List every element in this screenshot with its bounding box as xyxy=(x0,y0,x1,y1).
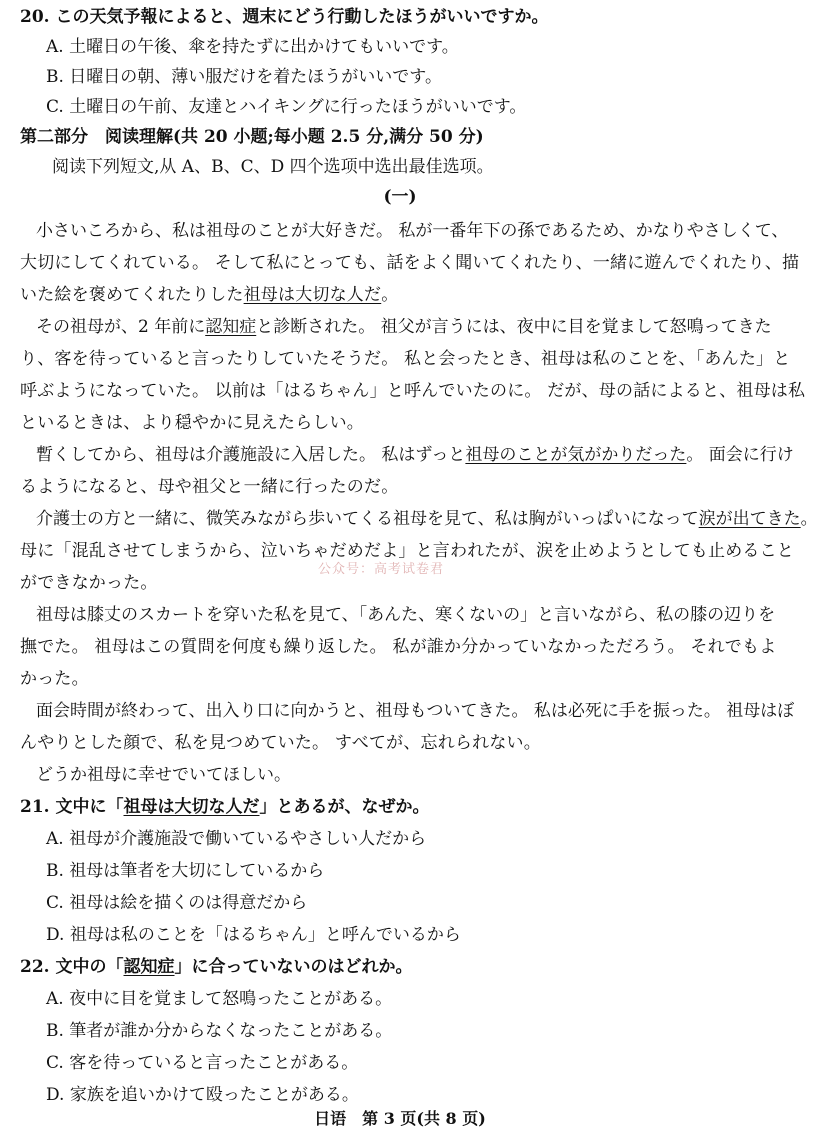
underlined-phrase: 祖母は大切な人だ xyxy=(123,797,260,817)
section-title: 第二部分 阅读理解(共 20 小题;每小题 2.5 分,满分 50 分) xyxy=(20,127,484,147)
passage-line: かった。 xyxy=(20,669,89,689)
passage-line: 母に「混乱させてしまうから、泣いちゃだめだよ」と言われたが、涙を止めようとしても止めること xyxy=(20,541,794,561)
q21-option-b: B. 祖母は筆者を大切にしているから xyxy=(46,861,325,881)
q22-question: 22. 文中の「認知症」に合っていないのはどれか。 xyxy=(20,957,413,977)
passage-line: 小さいころから、私は祖母のことが大好きだ。 私が一番年下の孫であるため、かなりやさしくて、 xyxy=(36,221,789,241)
passage-line: 大切にしてくれている。 そして私にとっても、話をよく聞いてくれたり、一緒に遊んでくれたり、描 xyxy=(20,253,800,273)
passage-line: 暫くしてから、祖母は介護施設に入居した。 私はずっと祖母のことが気がかりだった。 面会に行け xyxy=(36,445,794,465)
passage-line: 介護士の方と一緒に、微笑みながら歩いてくる祖母を見て、私は胸がいっぱいになって涙が出てきた。 xyxy=(36,509,818,529)
q20-question: 20. この天気予報によると、週末にどう行動したほうがいいですか。 xyxy=(20,7,549,27)
q22-option-c: C. 客を待っていると言ったことがある。 xyxy=(46,1053,359,1073)
passage-line: るようになると、母や祖父と一緒に行ったのだ。 xyxy=(20,477,399,497)
passage-line: 呼ぶようになっていた。 以前は「はるちゃん」と呼んでいたのに。 だが、母の話によると、祖母は私 xyxy=(20,381,806,401)
passage-line: 撫でた。 祖母はこの質問を何度も繰り返した。 私が誰か分かっていなかっただろう。 それでもよ xyxy=(20,637,777,657)
q20-option-c: C. 土曜日の午前、友達とハイキングに行ったほうがいいです。 xyxy=(46,97,527,117)
passage-line: んやりとした顔で、私を見つめていた。 すべてが、忘れられない。 xyxy=(20,733,541,753)
passage-line: どうか祖母に幸せでいてほしい。 xyxy=(36,765,291,785)
q20-option-b: B. 日曜日の朝、薄い服だけを着たほうがいいです。 xyxy=(46,67,442,87)
q22-option-a: A. 夜中に目を覚まして怒鳴ったことがある。 xyxy=(46,989,393,1009)
underlined-phrase: 祖母のことが気がかりだった xyxy=(465,445,687,465)
passage-line: 祖母は膝丈のスカートを穿いた私を見て、「あんた、寒くないの」と言いながら、私の膝の辺りを xyxy=(36,605,776,625)
passage-line: いた絵を褒めてくれたりした祖母は大切な人だ。 xyxy=(20,285,399,305)
section-instruction: 阅读下列短文,从 A、B、C、D 四个选项中选出最佳选项。 xyxy=(52,157,494,177)
passage-line: ができなかった。 xyxy=(20,573,158,593)
q21-option-c: C. 祖母は絵を描くのは得意だから xyxy=(46,893,308,913)
underlined-term: 認知症 xyxy=(123,957,175,977)
passage-line: といるときは、より穏やかに見えたらしい。 xyxy=(20,413,364,433)
passage-line: 面会時間が終わって、出入り口に向かうと、祖母もついてきた。 私は必死に手を振った。 祖母はぼ xyxy=(36,701,795,721)
q21-option-d: D. 祖母は私のことを「はるちゃん」と呼んでいるから xyxy=(46,925,461,945)
passage-label: (一) xyxy=(383,187,417,207)
q22-option-b: B. 筆者が誰か分からなくなったことがある。 xyxy=(46,1021,393,1041)
q21-option-a: A. 祖母が介護施設で働いているやさしい人だから xyxy=(46,829,427,849)
underlined-phrase: 祖母は大切な人だ xyxy=(243,285,382,305)
page-footer: 日语 第 3 页(共 8 页) xyxy=(314,1109,486,1128)
q21-question: 21. 文中に「祖母は大切な人だ」とあるが、なぜか。 xyxy=(20,797,430,817)
passage-line: その祖母が、2 年前に認知症と診断された。 祖父が言うには、夜中に目を覚まして怒鳴ってきた xyxy=(36,317,772,337)
watermark: 公众号：高考试卷君 xyxy=(318,562,445,577)
underlined-phrase: 涙が出てきた xyxy=(698,509,801,529)
underlined-term: 認知症 xyxy=(205,317,257,337)
q22-option-d: D. 家族を追いかけて殴ったことがある。 xyxy=(46,1085,359,1105)
q20-option-a: A. 土曜日の午後、傘を持たずに出かけてもいいです。 xyxy=(46,37,459,57)
passage-line: り、客を待っていると言ったりしていたそうだ。 私と会ったとき、祖母は私のことを、「あんた」と xyxy=(20,349,791,369)
